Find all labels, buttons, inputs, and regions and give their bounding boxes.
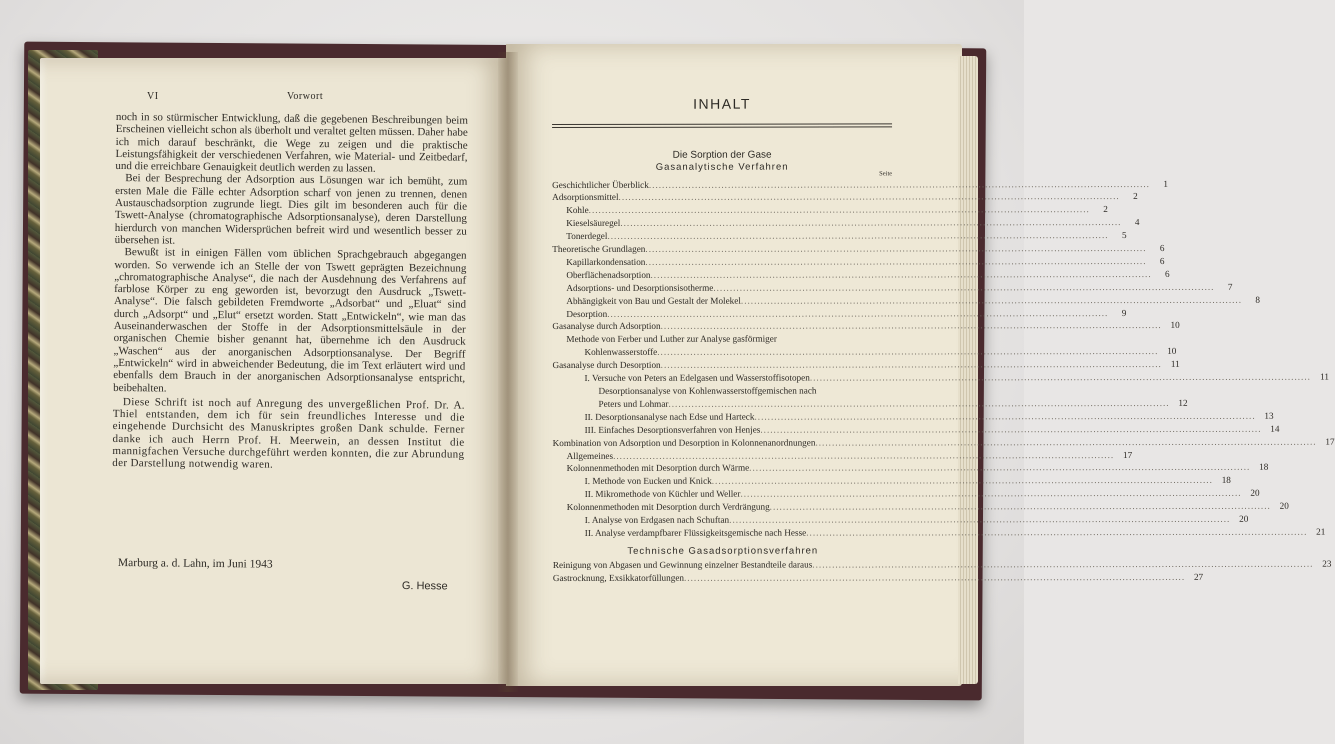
toc-entry-label: II. Desorptionsanalyse nach Edse und Harteck	[584, 411, 755, 422]
toc-leader-dots	[712, 474, 1213, 488]
toc-entry-page: 27	[1193, 571, 1204, 582]
toc-leader-dots	[740, 487, 1241, 501]
toc-entry-page: 20	[1279, 500, 1289, 511]
toc-entry	[552, 191, 1138, 204]
toc-entry	[552, 281, 1233, 294]
toc-leader-dots	[613, 449, 1114, 463]
toc-entry-label: Tonerdegel	[566, 231, 608, 242]
toc-entry-label: II. Mikromethode von Küchler und Weller	[584, 488, 741, 500]
toc-leader-dots	[684, 571, 1185, 585]
toc-entry	[553, 397, 1188, 410]
toc-entry	[552, 371, 1329, 384]
toc-entry	[552, 558, 1332, 571]
toc-leader-dots	[713, 281, 1214, 295]
toc-entry-label: Adsorptionsmittel	[552, 192, 619, 203]
technical-section-title: Technische Gasadsorptionsverfahren	[627, 545, 819, 557]
toc-entry-page: 2	[1133, 191, 1138, 202]
preface-paragraph: noch in so stürmischer Entwicklung, daß die gegebenen Beschreibungen beim Erscheinen vielleicht schon als überholt und veraltet gelten müssen. Daher habe ich mich darauf beschränkt, die Wege zu zeigen und die praktische Leistungsfähigkeit der verschiedenen Verfahren, wie Material- und Zeitbedarf, und die erreichbare Genauigkeit deutlich werden zu lassen.	[115, 111, 468, 175]
toc-entry-label: Reinigung von Abgasen und Gewinnung einzelner Bestandteile daraus	[552, 559, 813, 570]
toc-entry	[552, 255, 1165, 268]
toc-entry-label: Gastrocknung, Exsikkatorfüllungen	[552, 572, 685, 583]
toc-entry-label: Desorptionsanalyse von Kohlenwasserstoffgemischen nach	[598, 385, 817, 396]
toc-entry-page: 5	[1121, 230, 1127, 241]
toc-title: INHALT	[693, 95, 751, 112]
toc-leader-dots	[645, 255, 1146, 269]
toc-entry-page: 9	[1121, 307, 1127, 318]
toc-entry-label: Desorption	[566, 308, 608, 319]
toc-entry-label: Peters und Lohmar	[598, 398, 669, 409]
preface-signoff	[118, 557, 448, 592]
toc-entry-label: III. Einfaches Desorptionsverfahren von Henjes	[584, 424, 761, 435]
toc-entry-page: 11	[1170, 359, 1180, 370]
toc-entry-page: 18	[1259, 462, 1269, 473]
toc-entry	[552, 571, 1204, 584]
toc-entry-page: 8	[1255, 294, 1261, 305]
toc-leader-dots	[749, 461, 1250, 475]
toc-entry-page: 7	[1227, 281, 1233, 292]
toc-entry	[553, 513, 1249, 526]
toc-entry-label: I. Versuche von Peters an Edelgasen und Wasserstoffisotopen	[584, 372, 810, 384]
running-head: Vorwort	[287, 91, 324, 102]
toc-entry	[552, 242, 1165, 255]
toc-entry	[552, 436, 1335, 449]
toc-entry-label: Oberflächenadsorption	[566, 269, 651, 280]
toc-leader-dots	[589, 203, 1090, 217]
toc-leader-dots	[806, 526, 1307, 540]
toc-entry-label: Kolonnenmethoden mit Desorption durch Wärme	[566, 463, 750, 474]
toc-leader-dots	[668, 397, 1169, 411]
toc-entry-page: 1	[1163, 178, 1168, 189]
page-number: VI	[147, 91, 159, 102]
author-name: G. Hesse	[401, 579, 448, 593]
preface-paragraph: Diese Schrift ist noch auf Anregung des unvergeßlichen Prof. Dr. A. Thiel entstanden, dem ich für sein freundliches Interesse und die eingehende Durchsicht des Manuskriptes großen Dank schulde. Ferner danke ich auch Herrn Prof. H. Meerwein, an dessen Institut die mannigfachen Versuche durchgeführt werden konnten, die zur Abrundung der Darstellung notwendig waren.	[112, 395, 465, 471]
toc-leader-dots	[650, 268, 1151, 282]
toc-leader-dots	[661, 319, 1162, 333]
toc-entry	[553, 410, 1274, 423]
toc-entry	[552, 294, 1261, 307]
toc-entry-page: 11	[1320, 371, 1329, 382]
toc-entry-label: Kieselsäuregel	[566, 218, 621, 229]
toc-entry-label: Kolonnenmethoden mit Desorption durch Verdrängung	[566, 501, 770, 513]
toc-entry	[553, 384, 893, 397]
toc-leader-dots	[754, 410, 1255, 424]
subsection-title: Gasanalytische Verfahren	[655, 161, 789, 173]
toc-leader-dots	[649, 177, 1150, 191]
toc-leader-dots	[607, 307, 1108, 321]
toc-entry-page: 12	[1178, 397, 1188, 408]
toc-technical-entries	[552, 558, 1332, 584]
toc-leader-dots	[645, 242, 1146, 256]
preface-text	[112, 111, 468, 473]
toc-leader-dots	[607, 229, 1108, 243]
toc-entry	[552, 204, 1108, 217]
place-date: Marburg a. d. Lahn, im Juni 1943	[117, 557, 273, 571]
toc-leader-dots	[619, 190, 1120, 204]
toc-leader-dots	[620, 216, 1121, 230]
toc-entry-page: 2	[1103, 204, 1108, 215]
toc-entry	[553, 423, 1280, 436]
toc-entry-page: 4	[1134, 217, 1140, 228]
toc-entry	[552, 359, 1180, 372]
toc-entry	[552, 268, 1170, 281]
toc-entry-label: I. Methode von Eucken und Knick	[584, 476, 712, 487]
toc-entry-label: II. Analyse verdampfbarer Flüssigkeitsgemische nach Hesse	[584, 527, 807, 538]
toc-entry-page: 6	[1159, 242, 1165, 253]
toc-entry	[553, 526, 1326, 539]
toc-entry-page: 18	[1221, 475, 1231, 486]
toc-leader-dots	[760, 422, 1261, 436]
toc-entry-page: 10	[1167, 346, 1177, 357]
preface-paragraph: Bei der Besprechung der Adsorption aus Lösungen war ich bemüht, zum ersten Male die Fälle echter Adsorption scharf von jenen zu trennen, denen Austauschadsorption zugrunde liegt. Dies gilt im besonderen auch für die Tswett-Analyse (chromatographische Adsorptionsanalyse), deren Darstellung hierdurch von manchen Widersprüchen befreit wird und wesentlich besser zu übersehen ist.	[114, 172, 468, 247]
toc-entry-label: Gasanalyse durch Adsorption	[552, 321, 661, 332]
toc-entry-label: Allgemeines	[566, 450, 614, 461]
toc-entry-page: 20	[1250, 488, 1260, 499]
toc-leader-dots	[657, 345, 1158, 359]
toc-leader-dots	[741, 293, 1242, 307]
toc-entry	[553, 462, 1269, 475]
toc-entry-label: I. Analyse von Erdgasen nach Schuftan	[584, 514, 730, 526]
toc-leader-dots	[661, 358, 1162, 372]
toc-entry-page: 14	[1270, 423, 1280, 434]
toc-entry	[553, 500, 1289, 514]
toc-entry	[552, 320, 1180, 333]
toc-entry	[552, 230, 1127, 243]
toc-entry	[552, 178, 1168, 191]
title-rule	[552, 123, 892, 127]
toc-entry	[552, 333, 892, 346]
section-title: Die Sorption der Gase	[672, 149, 772, 161]
toc-entry-label: Kombination von Adsorption und Desorption in Kolonnenanordnungen	[552, 437, 816, 448]
toc-entry-label: Theoretische Grundlagen	[552, 243, 646, 255]
toc-entry-label: Adsorptions- und Desorptionsisotherme	[566, 282, 714, 293]
toc-entry	[553, 449, 1133, 462]
toc-entry	[553, 488, 1260, 501]
toc-entry	[552, 217, 1140, 230]
toc-entry-label: Gasanalyse durch Desorption	[552, 359, 661, 371]
toc-entry	[553, 475, 1231, 488]
toc-entry-page: 20	[1239, 513, 1249, 524]
toc-entry-label: Geschichtlicher Überblick	[552, 179, 649, 190]
toc-entry-label: Kohlenwasserstoffe	[584, 347, 658, 358]
toc-entry-page: 6	[1165, 268, 1170, 279]
table-of-contents	[552, 95, 1335, 584]
toc-entry-page: 23	[1322, 558, 1332, 569]
toc-entry	[552, 307, 1127, 320]
toc-entry	[552, 346, 1177, 359]
toc-entry-label: Abhängigkeit von Bau und Gestalt der Molekel	[566, 295, 741, 306]
toc-entry-page: 21	[1316, 526, 1326, 537]
toc-leader-dots	[770, 500, 1271, 514]
toc-entry-page: 17	[1122, 449, 1133, 460]
toc-entry-label: Methode von Ferber und Luther zur Analyse gasförmiger	[566, 333, 777, 345]
toc-leader-dots	[810, 371, 1311, 385]
toc-entry-page: 6	[1159, 255, 1165, 266]
toc-entry-page: 17	[1325, 436, 1335, 447]
toc-leader-dots	[729, 513, 1230, 527]
toc-entry-page: 10	[1170, 320, 1180, 331]
preface-paragraph: Bewußt ist in einigen Fällen vom üblichen Sprachgebrauch abgegangen worden. So verwende ich an Stelle der von Tswett geprägten Bezeichnung „chromatographische Analyse“, die nach der Ausdehnung des Verfahrens auf farblose Körper zu eng geworden ist, bevorzugt den Ausdruck „Tswett-Analyse“. Die falsch gebildeten Fremdworte „Adsorbat“ und „Eluat“ sind durch „Adsorpt“ und „Elut“ ersetzt worden. Statt „Entwickeln“, wie man das Auseinanderwaschen der Stoffe in der Adsorptionsmittelsäule in der organischen Chemie bisher genannt hat, übernehme ich den Ausdruck „Waschen“ aus der anorganischen Adsorptionsanalyse. Der Begriff „Entwickeln“ wird in abweichender Bedeutung, die im Text erläutert wird und ebenfalls dem Brauch in der anorganischen Adsorptionsanalyse entspricht, beibehalten.	[113, 246, 467, 395]
toc-leader-dots	[815, 435, 1316, 449]
toc-leader-dots	[812, 558, 1313, 572]
page-column-label: Seite	[879, 169, 893, 177]
book-gutter	[498, 52, 518, 692]
toc-entry-page: 13	[1264, 410, 1274, 421]
toc-entry-label: Kapillarkondensation	[566, 256, 646, 267]
toc-entry-label: Kohle	[566, 205, 589, 216]
toc-entries	[552, 178, 1335, 540]
